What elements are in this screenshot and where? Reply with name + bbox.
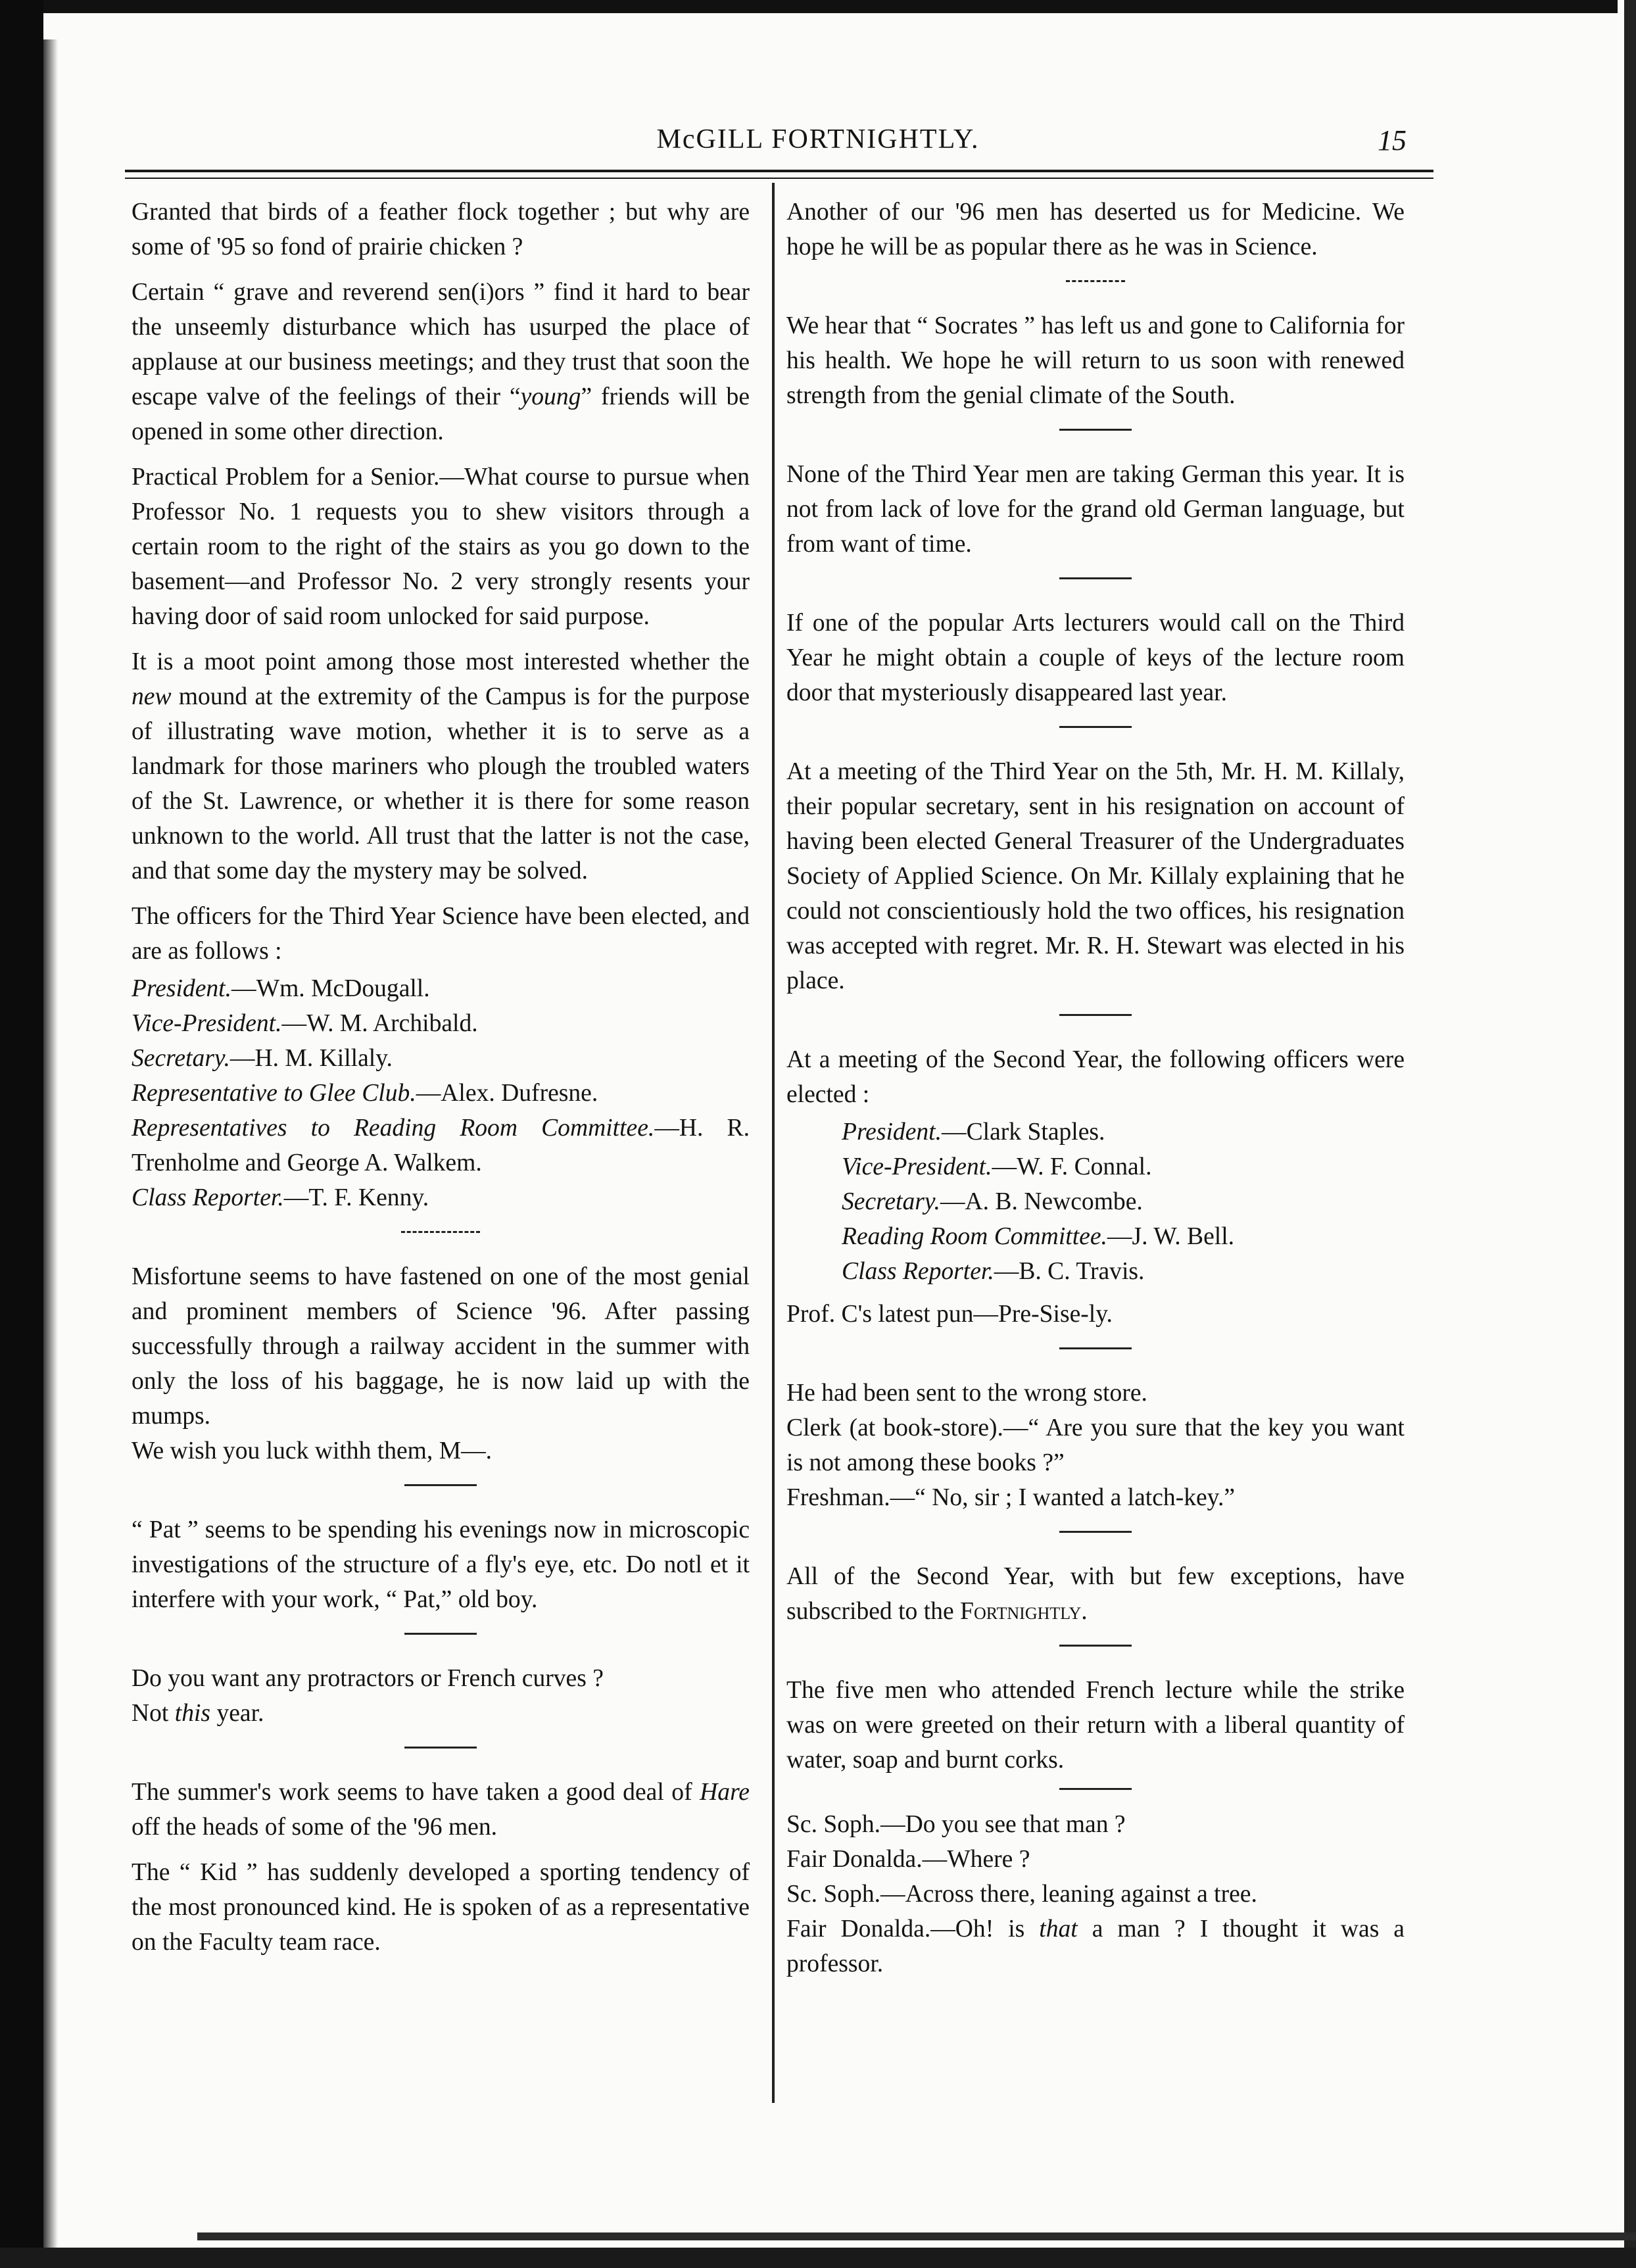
- officer-list: [786, 1115, 1405, 1289]
- paragraph: At a meeting of the Third Year on the 5th, Mr. H. M. Killaly, their popular secretary, sent in his resignation on account of having been elected General Treasurer of the Undergraduates Society of Applied Science. On Mr. Killaly explaining that he could not conscientiously hold the two offices, his resignation was accepted with regret. Mr. R. H. Stewart was elected in his place.: [786, 758, 1405, 994]
- scan-edge-shadow: [43, 39, 58, 2262]
- paragraph: Prof. C's latest pun—Pre-Sise-ly.: [786, 1301, 1113, 1328]
- dialogue-line: Fair Donalda.—Oh! is that a man ? I thought it was a professor.: [786, 1916, 1405, 1977]
- separator: [1059, 1014, 1132, 1016]
- scan-edge-bottom: [0, 2248, 1636, 2268]
- header-rule: [125, 170, 1433, 172]
- paragraph: We hear that “ Socrates ” has left us and gone to California for his health. We hope he will return to us soon with renewed strength from the genial climate of the South.: [786, 312, 1405, 409]
- paragraph: At a meeting of the Second Year, the following officers were elected :: [786, 1046, 1405, 1108]
- separator: [401, 1231, 480, 1233]
- paragraph: Not this year.: [132, 1700, 264, 1727]
- dialogue-line: Sc. Soph.—Across there, leaning against a tree.: [786, 1881, 1257, 1908]
- paragraph: Clerk (at book-store).—“ Are you sure that the key you want is not among these books ?”: [786, 1414, 1405, 1476]
- paragraph: The summer's work seems to have taken a good deal of Hare off the heads of some of the '96 men.: [132, 1779, 750, 1841]
- separator: [1059, 1531, 1132, 1533]
- paragraph: “ Pat ” seems to be spending his evenings now in microscopic investigations of the structure of a fly's eye, etc. Do notl et it interfere with your work, “ Pat,” old boy.: [132, 1516, 750, 1613]
- scan-edge-left: [0, 0, 43, 2268]
- officer-entry: Representative to Glee Club.—Alex. Dufresne.: [132, 1080, 598, 1107]
- separator: [404, 1484, 477, 1486]
- paragraph: Certain “ grave and reverend sen(i)ors ” find it hard to bear the unseemly disturbance which has usurped the place of applause at our business meetings; and they trust that soon the escape valve of the feelings of their “young” friends will be opened in some other direction.: [132, 279, 750, 445]
- officer-entry: Secretary.—H. M. Killaly.: [132, 1045, 393, 1072]
- officer-entry: Secretary.—A. B. Newcombe.: [842, 1188, 1143, 1215]
- separator: [404, 1633, 477, 1635]
- paragraph: Freshman.—“ No, sir ; I wanted a latch-key.”: [786, 1484, 1236, 1511]
- officer-entry: President.—Clark Staples.: [842, 1119, 1105, 1146]
- officer-entry: Vice-President.—W. M. Archibald.: [132, 1010, 478, 1037]
- separator: [1059, 726, 1132, 728]
- paragraph: The “ Kid ” has suddenly developed a sporting tendency of the most pronounced kind. He is spoken of as a representative on the Faculty team race.: [132, 1859, 750, 1956]
- separator: [1059, 1788, 1132, 1790]
- officer-entry: President.—Wm. McDougall.: [132, 975, 430, 1002]
- left-column: [132, 195, 750, 1970]
- paragraph: Misfortune seems to have fastened on one of the most genial and prominent members of Science '96. After passing successfully through a railway accident in the summer with only the loss of his baggage, he is now laid up with the mumps.: [132, 1263, 750, 1430]
- separator: [1066, 280, 1125, 282]
- paragraph: If one of the popular Arts lecturers would call on the Third Year he might obtain a couple of keys of the lecture room door that mysteriously disappeared last year.: [786, 610, 1405, 706]
- separator: [1059, 1347, 1132, 1349]
- running-head-title: McGILL FORTNIGHTLY.: [656, 124, 980, 155]
- scan-edge-top: [20, 0, 1618, 13]
- paragraph: Another of our '96 men has deserted us for Medicine. We hope he will be as popular there as he was in Science.: [786, 199, 1405, 260]
- page-number: 15: [1378, 124, 1407, 157]
- paragraph: None of the Third Year men are taking German this year. It is not from lack of love for the grand old German language, but from want of time.: [786, 461, 1405, 558]
- paragraph: We wish you luck withh them, M—.: [132, 1437, 493, 1464]
- scan-edge-bottom-inner: [197, 2232, 1636, 2240]
- paragraph: It is a moot point among those most interested whether the new mound at the extremity of the Campus is for the purpose of illustrating wave motion, whether it is to serve as a landmark for those mariners who plough the troubled waters of the St. Lawrence, or whether it is there for some reason unknown to the world. All trust that the latter is not the case, and that some day the mystery may be solved.: [132, 648, 750, 884]
- officer-entry: Vice-President.—W. F. Connal.: [842, 1153, 1152, 1180]
- officer-entry: Class Reporter.—B. C. Travis.: [842, 1258, 1145, 1285]
- scan-edge-right: [1624, 0, 1636, 2268]
- separator: [1059, 1645, 1132, 1647]
- dialogue-line: Fair Donalda.—Where ?: [786, 1846, 1030, 1873]
- paragraph: The five men who attended French lecture while the strike was on were greeted on their return with a liberal quantity of water, soap and burnt corks.: [786, 1677, 1405, 1773]
- paragraph: The officers for the Third Year Science have been elected, and are as follows :: [132, 903, 750, 965]
- right-column: [786, 195, 1405, 1992]
- dialogue-line: Sc. Soph.—Do you see that man ?: [786, 1811, 1126, 1838]
- column-divider: [772, 183, 775, 2103]
- header-rule-thin: [125, 178, 1433, 179]
- separator: [1059, 577, 1132, 579]
- separator: [1059, 429, 1132, 431]
- officer-entry: Representatives to Reading Room Committee.—H. R. Trenholme and George A. Walkem.: [132, 1115, 750, 1176]
- officer-list: [132, 971, 750, 1215]
- separator: [404, 1747, 477, 1749]
- paragraph: All of the Second Year, with but few exceptions, have subscribed to the Fortnightly.: [786, 1563, 1405, 1625]
- paragraph: He had been sent to the wrong store.: [786, 1380, 1147, 1407]
- paragraph: Do you want any protractors or French curves ?: [132, 1665, 604, 1692]
- officer-entry: Reading Room Committee.—J. W. Bell.: [842, 1223, 1235, 1250]
- paragraph: Practical Problem for a Senior.—What course to pursue when Professor No. 1 requests you to shew visitors through a certain room to the right of the stairs as you go down to the basement—and Professor No. 2 very strongly resents your having door of said room unlocked for said purpose.: [132, 464, 750, 630]
- paragraph: Granted that birds of a feather flock together ; but why are some of '95 so fond of prairie chicken ?: [132, 199, 750, 260]
- officer-entry: Class Reporter.—T. F. Kenny.: [132, 1184, 429, 1211]
